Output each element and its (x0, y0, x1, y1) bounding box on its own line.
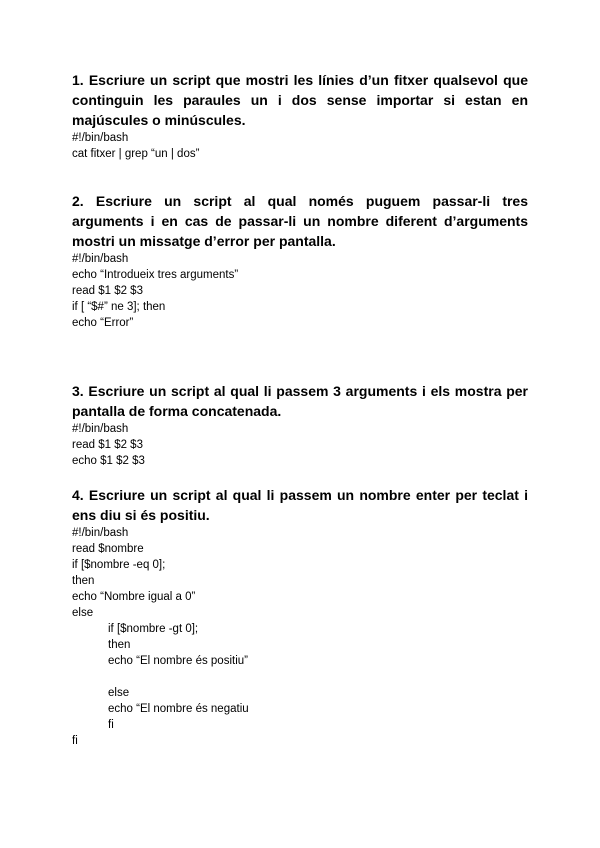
code-line: if [$nombre -eq 0]; (72, 559, 166, 571)
exercise-1 (72, 70, 528, 162)
code-line: else (108, 687, 130, 699)
code-line: echo “Nombre igual a 0” (72, 591, 196, 603)
code-line: fi (108, 719, 114, 731)
code-line: if [$nombre -gt 0]; (108, 623, 199, 635)
code-line: then (72, 575, 95, 587)
exercise-3-code (72, 421, 528, 469)
code-line: echo “El nombre és negatiu (108, 703, 249, 715)
code-line: echo “Error” (72, 317, 134, 329)
code-line: #!/bin/bash (72, 253, 129, 265)
code-line: else (72, 607, 94, 619)
code-line: if [ “$#” ne 3]; then (72, 301, 166, 313)
exercise-2-code (72, 251, 528, 331)
exercise-1-code (72, 130, 528, 162)
code-line: echo “El nombre és positiu” (108, 655, 248, 667)
code-line: read $1 $2 $3 (72, 439, 143, 451)
exercise-4 (72, 485, 528, 749)
code-line: then (108, 639, 131, 651)
code-line: #!/bin/bash (72, 132, 129, 144)
code-line: read $1 $2 $3 (72, 285, 143, 297)
exercise-4-code (72, 525, 528, 749)
exercise-2 (72, 191, 528, 331)
exercise-2-question: 2. Escriure un script al qual només puguem passar-li tres arguments i en cas de passar-li un nombre diferent d’arguments mostri un missatge d’error per pantalla. (72, 193, 528, 249)
exercise-1-question: 1. Escriure un script que mostri les línies d’un fitxer qualsevol que continguin les paraules un i dos sense importar si estan en majúscules o minúscules. (72, 72, 528, 128)
code-line: read $nombre (72, 543, 144, 555)
code-line: fi (72, 735, 78, 747)
code-line: cat fitxer | grep “un | dos” (72, 148, 200, 160)
exercise-4-question: 4. Escriure un script al qual li passem un nombre enter per teclat i ens diu si és positiu. (72, 487, 528, 523)
code-line-blank (72, 669, 528, 685)
code-line: echo $1 $2 $3 (72, 455, 145, 467)
code-line: echo “Introdueix tres arguments” (72, 269, 239, 281)
exercise-3 (72, 381, 528, 469)
code-line: #!/bin/bash (72, 527, 129, 539)
exercise-3-question: 3. Escriure un script al qual li passem 3 arguments i els mostra per pantalla de forma concatenada. (72, 383, 528, 419)
code-line: #!/bin/bash (72, 423, 129, 435)
